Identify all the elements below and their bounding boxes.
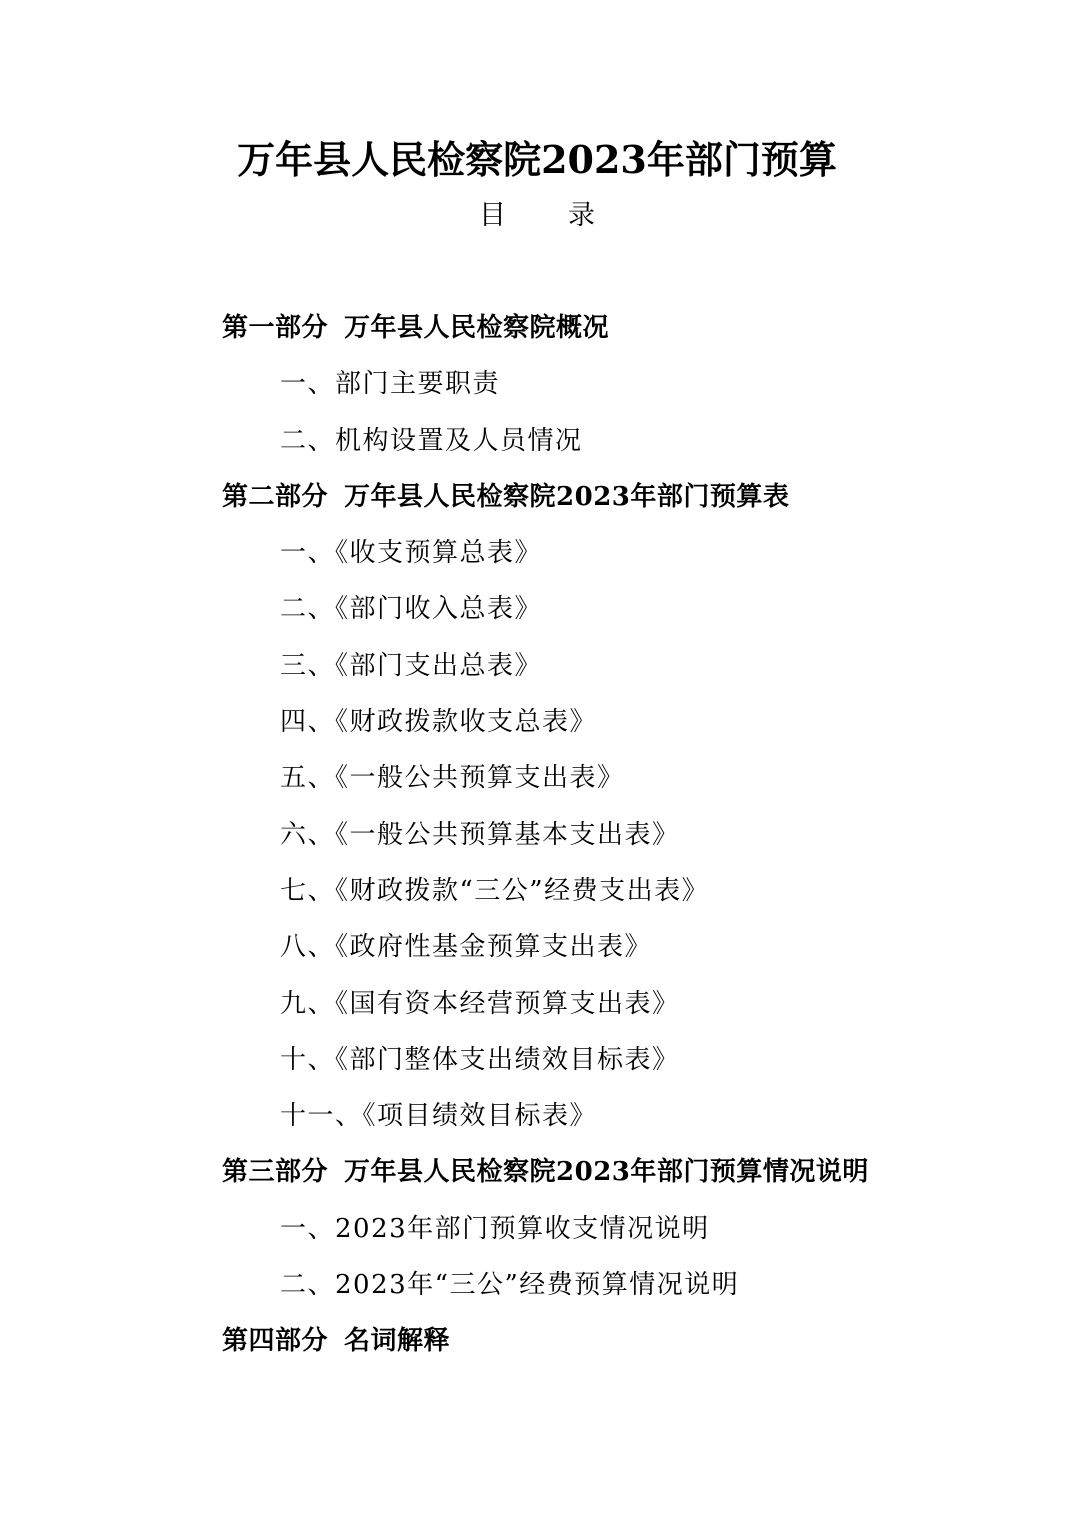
toc-item: 八、《政府性基金预算支出表》 [280,932,653,963]
toc-part-2 [222,475,1042,531]
part-title: 万年县人民检察院2023年部门预算表 [344,481,790,512]
table-of-contents [222,306,1042,1376]
toc-item: 二、《部门收入总表》 [280,594,543,625]
toc-item: 一、《收支预算总表》 [280,538,543,569]
toc-item: 四、《财政拨款收支总表》 [280,707,598,738]
toc-item: 二、机构设置及人员情况 [280,425,583,456]
part-title: 万年县人民检察院2023年部门预算情况说明 [344,1157,869,1188]
part-label: 第三部分 [222,1157,329,1188]
toc-part-4 [222,1319,1042,1375]
toc-item: 五、《一般公共预算支出表》 [280,763,625,794]
part-label: 第四部分 [222,1326,329,1357]
document-title: 万年县人民检察院2023年部门预算 [237,137,837,182]
toc-item: 七、《财政拨款“三公”经费支出表》 [280,875,710,906]
toc-part-1 [222,306,1042,362]
toc-item: 三、《部门支出总表》 [280,650,543,681]
toc-heading-char-2: 录 [568,200,595,231]
part-title: 名词解释 [344,1326,451,1357]
part-label: 第二部分 [222,481,329,512]
toc-heading [0,196,1074,236]
toc-item: 二、2023年“三公”经费预算情况说明 [280,1270,740,1301]
toc-item: 九、《国有资本经营预算支出表》 [280,988,680,1019]
part-title: 万年县人民检察院概况 [344,313,610,343]
part-label: 第一部分 [222,313,329,343]
toc-item: 十、《部门整体支出绩效目标表》 [280,1044,680,1075]
toc-heading-char-1: 目 [479,200,506,231]
toc-item: 一、2023年部门预算收支情况说明 [280,1213,710,1244]
toc-item: 十一、《项目绩效目标表》 [280,1101,598,1132]
toc-part-3 [222,1150,1042,1206]
toc-item: 六、《一般公共预算基本支出表》 [280,819,680,850]
toc-item: 一、部门主要职责 [280,369,501,400]
